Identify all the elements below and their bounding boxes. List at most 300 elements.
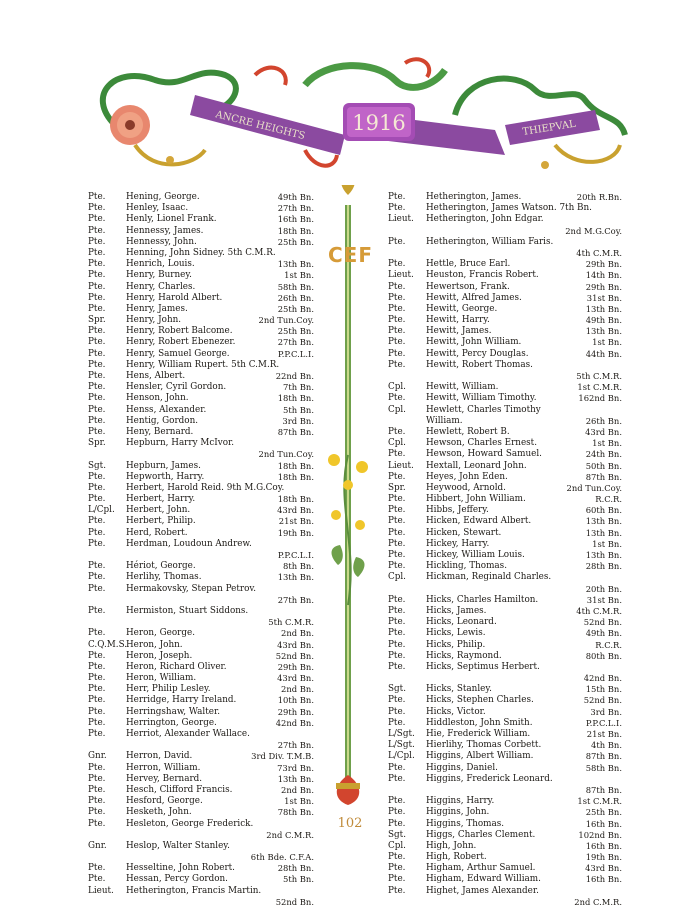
entry-unit: 3rd Bn. (282, 415, 314, 426)
entry-unit: 20th Bn. (585, 583, 622, 594)
entry-rank: Pte. (88, 192, 106, 202)
entry-name: Hermiston, Stuart Siddons. (126, 605, 249, 616)
roll-entry (388, 371, 622, 382)
entry-name: Heron, George. (126, 628, 196, 639)
roll-entry (88, 203, 314, 214)
entry-unit: 31st Bn. (586, 594, 622, 605)
entry-rank: Pte. (388, 818, 406, 829)
entry-name: Henrich, Louis. (126, 259, 195, 270)
entry-unit: 13th Bn. (585, 303, 622, 314)
entry-unit: 19th Bn. (585, 852, 622, 863)
entry-unit: 60th Bn. (585, 505, 622, 516)
roll-entry (388, 427, 622, 438)
entry-rank: Pte. (388, 471, 406, 482)
roll-entry (88, 807, 314, 818)
roll-entry (88, 326, 314, 337)
entry-rank: Pte. (388, 617, 406, 628)
entry-unit: 1st C.M.R. (577, 382, 622, 393)
entry-unit: 1st Bn. (592, 337, 622, 348)
entry-unit: 52nd Bn. (583, 617, 622, 628)
entry-unit: 2nd M.G.Coy. (565, 225, 622, 236)
entry-name: Henly, Lionel Frank. (126, 214, 217, 225)
entry-name: Hetherington, James. (426, 192, 522, 202)
roll-entry (88, 382, 314, 393)
entry-name: Higgs, Charles Clement. (426, 829, 536, 840)
entry-name: Herron, William. (126, 762, 201, 773)
roll-entry (388, 214, 622, 225)
entry-rank: Pte. (388, 359, 406, 370)
roll-entry (388, 203, 622, 214)
roll-entry (388, 897, 622, 908)
entry-rank: Pte. (388, 661, 406, 672)
entry-unit: R.C.R. (595, 639, 622, 650)
roll-entry (388, 237, 622, 248)
entry-unit: 29th Bn. (277, 706, 314, 717)
entry-name: Hewlett, Robert B. (426, 426, 510, 437)
entry-rank: Pte. (388, 236, 406, 247)
entry-unit: 19th Bn. (277, 527, 314, 538)
entry-name: Hewitt, Percy Douglas. (426, 348, 529, 359)
entry-rank: Pte. (88, 247, 106, 258)
entry-rank: Pte. (88, 281, 106, 292)
entry-unit: 4th Bn. (591, 740, 622, 751)
entry-unit: 16th Bn. (585, 818, 622, 829)
entry-name: Hessan, Percy Gordon. (126, 874, 228, 885)
roll-entry (388, 707, 622, 718)
entry-name: Hibbs, Jeffery. (426, 505, 489, 516)
roll-entry (388, 539, 622, 550)
entry-name: Henry, William Rupert. 5th C.M.R. (126, 359, 280, 370)
entry-rank: Gnr. (88, 751, 107, 762)
entry-rank: Spr. (388, 482, 406, 493)
entry-rank: Pte. (388, 706, 406, 717)
entry-unit: 7th Bn. (283, 382, 314, 393)
roll-entry (388, 449, 622, 460)
roll-entry (88, 886, 314, 897)
entry-unit: 27th Bn. (277, 337, 314, 348)
entry-rank: Pte. (88, 628, 106, 639)
entry-rank: Pte. (88, 729, 106, 739)
entry-name: Higgins, Harry. (426, 796, 495, 807)
entry-rank: Pte. (388, 852, 406, 863)
page-number: 102 (337, 816, 363, 831)
entry-unit: 13th Bn. (585, 527, 622, 538)
entry-unit: 13th Bn. (585, 326, 622, 337)
roll-entry (388, 494, 622, 505)
roll-entry (388, 763, 622, 774)
entry-name: Heslop, Walter Stanley. (126, 840, 230, 851)
entry-unit: 13th Bn. (585, 550, 622, 560)
entry-unit: 58th Bn. (277, 281, 314, 292)
entry-unit: 29th Bn. (277, 661, 314, 672)
roll-entry (388, 282, 622, 293)
roll-entry (388, 807, 622, 818)
roll-entry (388, 550, 622, 561)
roll-entry (88, 405, 314, 416)
entry-name: Heron, John. (126, 639, 183, 650)
entry-rank: Pte. (388, 348, 406, 359)
entry-rank: Pte. (88, 359, 106, 370)
entry-rank: Cpl. (388, 572, 406, 583)
roll-entry (88, 528, 314, 539)
entry-rank: C.Q.M.S. (88, 639, 128, 650)
roll-entry (388, 349, 622, 360)
poppy-icon (110, 105, 150, 145)
roll-entry (388, 628, 622, 639)
entry-unit: 22nd Bn. (275, 371, 314, 381)
entry-name: Heny, Bernard. (126, 426, 194, 437)
entry-rank: Pte. (388, 762, 406, 773)
entry-name: Highet, James Alexander. (426, 885, 539, 896)
roll-entry (88, 494, 314, 505)
entry-unit: P.P.C.L.I. (585, 717, 622, 728)
entry-unit: 1st Bn. (592, 538, 622, 549)
entry-unit: 44th Bn. (585, 348, 622, 359)
roll-entry (88, 852, 314, 863)
entry-unit: P.P.C.L.I. (277, 550, 314, 560)
entry-rank: L/Cpl. (88, 505, 115, 516)
entry-rank: Pte. (388, 639, 406, 650)
entry-unit: 73rd Bn. (277, 762, 314, 773)
entry-name: Hermakovsky, Stepan Petrov. (126, 583, 257, 594)
entry-unit: 24th Bn. (585, 449, 622, 460)
entry-unit: 43rd Bn. (585, 426, 622, 437)
roll-entry (388, 673, 622, 684)
entry-unit: 21st Bn. (278, 516, 314, 527)
entry-name: Henry, Robert Balcome. (126, 326, 233, 337)
entry-name: Henry, John. (126, 315, 182, 326)
entry-rank: Pte. (88, 818, 106, 829)
entry-name: Herbert, Harry. (126, 494, 196, 505)
entry-name: Herlihy, Thomas. (126, 572, 202, 583)
banner-left-text: ANCRE HEIGHTS (214, 109, 307, 143)
roll-entry (88, 617, 314, 628)
roll-entry (388, 528, 622, 539)
entry-unit: 2nd Bn. (281, 684, 314, 695)
roll-entry (388, 337, 622, 348)
roll-entry (388, 729, 622, 740)
roll-entry (88, 550, 314, 561)
entry-rank: Pte. (88, 471, 106, 482)
roll-entry (388, 774, 622, 785)
entry-unit: 78th Bn. (277, 807, 314, 818)
entry-rank: Pte. (88, 561, 106, 572)
entry-name: Hicks, Stanley. (426, 684, 492, 695)
entry-rank: Pte. (88, 706, 106, 717)
entry-unit: 102nd Bn. (578, 829, 622, 840)
entry-name: Hicks, James. (426, 605, 487, 616)
roll-entry (388, 259, 622, 270)
entry-rank: Pte. (88, 482, 106, 493)
roll-entry (88, 337, 314, 348)
roll-entry (88, 584, 314, 595)
roll-entry (388, 516, 622, 527)
entry-name: Hierlihy, Thomas Corbett. (426, 740, 542, 751)
entry-rank: Lieut. (388, 270, 414, 281)
entry-name: Hicks, Philip. (426, 639, 486, 650)
roll-entry (88, 393, 314, 404)
entry-name: Hesch, Clifford Francis. (126, 784, 233, 795)
entry-name: Heywood, Arnold. (426, 482, 506, 493)
entry-unit: 5th Bn. (283, 404, 314, 415)
entry-rank: Pte. (388, 863, 406, 874)
entry-unit: R.C.R. (595, 494, 622, 505)
entry-rank: Pte. (88, 796, 106, 807)
entry-rank: Pte. (388, 874, 406, 885)
entry-name: Henry, Samuel George. (126, 348, 230, 359)
entry-unit: 27th Bn. (277, 594, 314, 605)
entry-unit: 1st Bn. (592, 438, 622, 449)
entry-rank: Pte. (88, 583, 106, 594)
entry-name: Hickling, Thomas. (426, 561, 507, 572)
entry-name: Hennessy, James. (126, 225, 204, 236)
entry-unit: 5th C.M.R. (268, 617, 314, 628)
entry-name: Hewitt, George. (426, 303, 498, 314)
entry-name: Hewitt, John William. (426, 337, 522, 348)
entry-name: Hewitt, William. (426, 382, 499, 393)
entry-unit: 87th Bn. (585, 471, 622, 482)
entry-rank: Pte. (388, 449, 406, 460)
entry-rank: Cpl. (388, 404, 406, 415)
entry-unit: 1st C.M.R. (577, 796, 622, 807)
entry-name: Hewitt, Alfred James. (426, 292, 522, 303)
entry-name: Higham, Edward William. (426, 874, 541, 885)
roll-entry (388, 405, 622, 416)
roll-entry (388, 886, 622, 897)
entry-name: Hicks, Victor. (426, 706, 486, 717)
entry-unit: 162nd Bn. (578, 393, 622, 404)
entry-unit: 1st Bn. (284, 796, 314, 807)
entry-rank: Pte. (388, 807, 406, 818)
entry-unit: 52nd Bn. (275, 896, 314, 907)
entry-unit: 49th Bn. (585, 628, 622, 639)
entry-name: Herd, Robert. (126, 527, 188, 538)
entry-rank: Pte. (88, 303, 106, 314)
entry-unit: 3rd Bn. (590, 706, 622, 717)
entry-rank: Pte. (388, 326, 406, 337)
roll-entry (388, 505, 622, 516)
entry-unit: 27th Bn. (277, 203, 314, 214)
entry-rank: Pte. (88, 393, 106, 404)
entry-rank: Pte. (88, 292, 106, 303)
entry-rank: Pte. (88, 415, 106, 426)
roll-entry (388, 819, 622, 830)
entry-unit: 2nd Tun.Coy. (258, 315, 314, 326)
entry-name: Heuston, Francis Robert. (426, 270, 539, 281)
roll-entry (388, 483, 622, 494)
entry-unit: 29th Bn. (585, 281, 622, 292)
entry-unit: 5th C.M.R. (576, 371, 622, 381)
entry-name: Hicks, Stephen Charles. (426, 695, 534, 706)
entry-rank: Pte. (88, 874, 106, 885)
entry-unit: 25th Bn. (277, 303, 314, 314)
roll-entry (88, 461, 314, 472)
entry-unit: 26th Bn. (277, 292, 314, 303)
entry-name: Hicken, Edward Albert. (426, 516, 532, 527)
entry-name: Hepburn, James. (126, 460, 201, 471)
roll-entry (388, 572, 622, 583)
entry-rank: Pte. (88, 426, 106, 437)
roll-entry (88, 360, 314, 371)
entry-name: Hepburn, Harry McIvor. (126, 438, 235, 449)
roll-entry (88, 751, 314, 762)
roll-entry (88, 539, 314, 550)
roll-entry (388, 651, 622, 662)
entry-rank: Pte. (88, 572, 106, 583)
entry-unit: 50th Bn. (585, 460, 622, 471)
roll-entry (88, 819, 314, 830)
entry-name: Heron, Joseph. (126, 650, 193, 661)
entry-name: Henry, Harold Albert. (126, 292, 223, 303)
roll-entry (88, 371, 314, 382)
entry-rank: Pte. (88, 807, 106, 818)
roll-entry (88, 427, 314, 438)
entry-unit: 13th Bn. (277, 572, 314, 583)
entry-rank: Pte. (388, 538, 406, 549)
roll-entry (388, 472, 622, 483)
entry-name: Henry, Burney. (126, 270, 192, 281)
entry-unit: 87th Bn. (585, 751, 622, 762)
entry-name: Henss, Alexander. (126, 404, 207, 415)
entry-name: Herron, David. (126, 751, 193, 762)
entry-rank: Pte. (388, 628, 406, 639)
entry-name: Hepworth, Harry. (126, 471, 205, 482)
entry-unit: 87th Bn. (585, 784, 622, 795)
entry-name: Hicks, Charles Hamilton. (426, 594, 539, 605)
entry-rank: Pte. (388, 292, 406, 303)
roll-entry (388, 438, 622, 449)
entry-rank: Pte. (88, 863, 106, 874)
entry-unit: 18th Bn. (277, 460, 314, 471)
entry-rank: Lieut. (388, 460, 414, 471)
entry-rank: Pte. (88, 773, 106, 784)
decorative-banner (75, 55, 635, 180)
roll-entry (88, 315, 314, 326)
roll-entry (88, 796, 314, 807)
entry-name: Higgins, Thomas. (426, 818, 505, 829)
roll-entry (88, 472, 314, 483)
entry-name: Hennessy, John. (126, 236, 197, 247)
entry-name: Herbert, Philip. (126, 516, 196, 527)
entry-name: Heron, Richard Oliver. (126, 661, 227, 672)
entry-unit: 10th Bn. (277, 695, 314, 706)
entry-rank: L/Sgt. (388, 740, 415, 751)
entry-rank: Pte. (88, 259, 106, 270)
roll-entry (388, 841, 622, 852)
entry-rank: Pte. (88, 784, 106, 795)
roll-entry (88, 449, 314, 460)
entry-rank: Pte. (388, 885, 406, 896)
roll-entry (388, 695, 622, 706)
left-column (88, 192, 314, 908)
roll-entry (88, 695, 314, 706)
entry-name: Hetherington, James Watson. 7th Bn. (426, 203, 592, 214)
entry-rank: Pte. (388, 203, 406, 214)
entry-rank: Cpl. (388, 438, 406, 449)
entry-rank: Lieut. (88, 885, 114, 896)
entry-rank: Cpl. (388, 840, 406, 851)
entry-unit: 5th Bn. (283, 874, 314, 885)
banner-illumination (75, 55, 635, 180)
entry-unit: 52nd Bn. (583, 695, 622, 706)
roll-entry (388, 830, 622, 841)
roll-entry (88, 729, 314, 740)
entry-name: Hériot, George. (126, 561, 196, 572)
entry-unit: 42nd Bn. (583, 673, 622, 684)
entry-name: Hewitt, William Timothy. (426, 393, 537, 404)
roll-entry (88, 606, 314, 617)
roll-entry (388, 584, 622, 595)
entry-name: Hicks, Septimus Herbert. (426, 661, 540, 672)
entry-unit: 2nd C.M.R. (266, 829, 314, 840)
entry-unit: 13th Bn. (277, 773, 314, 784)
entry-name: Hickey, Harry. (426, 538, 490, 549)
entry-name: Hesketh, John. (126, 807, 192, 818)
entry-unit: 49th Bn. (277, 192, 314, 202)
entry-unit: 27th Bn. (277, 740, 314, 751)
entry-rank: Pte. (388, 192, 406, 202)
entry-rank: Pte. (88, 371, 106, 381)
entry-rank: Pte. (388, 594, 406, 605)
roll-entry (388, 416, 622, 427)
entry-rank: Pte. (88, 673, 106, 684)
roll-entry (388, 751, 622, 762)
entry-rank: Pte. (388, 561, 406, 572)
entry-unit: 16th Bn. (277, 214, 314, 225)
entry-name: Hewitt, Robert Thomas. (426, 359, 533, 370)
entry-rank: Sgt. (88, 460, 106, 471)
entry-name: Herbert, John. (126, 505, 191, 516)
roll-entry (388, 852, 622, 863)
roll-entry (88, 595, 314, 606)
entry-name: High, John. (426, 840, 477, 851)
roll-entry (88, 505, 314, 516)
entry-name: Hewitt, Harry. (426, 315, 490, 326)
entry-rank: Pte. (88, 382, 106, 393)
entry-rank: Pte. (388, 259, 406, 270)
entry-name: Hettle, Bruce Earl. (426, 259, 511, 270)
roll-entry (88, 662, 314, 673)
entry-unit: 25th Bn. (277, 236, 314, 247)
roll-entry (88, 841, 314, 852)
entry-unit: 2nd Bn. (281, 628, 314, 639)
roll-entry (88, 516, 314, 527)
entry-rank: Pte. (88, 538, 106, 549)
entry-name: Hewson, Charles Ernest. (426, 438, 537, 449)
entry-unit: 18th Bn. (277, 225, 314, 236)
roll-entry (88, 304, 314, 315)
entry-name: Herbert, Harold Reid. 9th M.G.Coy. (126, 482, 285, 493)
entry-unit: 2nd Tun.Coy. (566, 482, 622, 493)
entry-rank: Lieut. (388, 214, 414, 225)
entry-name: Herringshaw, Walter. (126, 706, 221, 717)
entry-rank: Pte. (388, 315, 406, 326)
entry-name: Henry, James. (126, 303, 188, 314)
entry-rank: Pte. (88, 650, 106, 661)
entry-unit: 18th Bn. (277, 494, 314, 505)
roll-entry (388, 461, 622, 472)
entry-name: Hesleton, George Frederick. (126, 818, 254, 829)
roll-entry (388, 874, 622, 885)
entry-name: Hickey, William Louis. (426, 550, 525, 560)
roll-entry (88, 628, 314, 639)
entry-rank: Pte. (88, 494, 106, 505)
entry-rank: Pte. (388, 337, 406, 348)
entry-unit: 58th Bn. (585, 762, 622, 773)
entry-rank: Pte. (388, 494, 406, 505)
entry-rank: Pte. (88, 236, 106, 247)
roll-entry (88, 483, 314, 494)
